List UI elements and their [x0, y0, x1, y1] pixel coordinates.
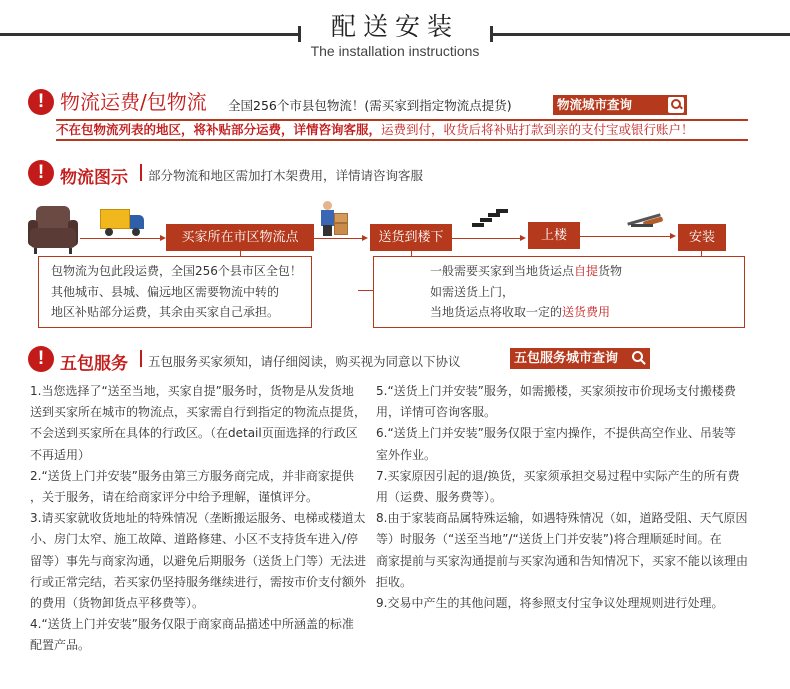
page-subtitle: The installation instructions — [310, 43, 480, 59]
terms-line: 不会送到买家所在具体的行政区。（在detail页面选择的行政区 — [30, 426, 358, 441]
services-title-separator — [140, 350, 142, 367]
terms-line: 6.“送货上门并安装”服务仅限于室内操作，不提供高空作业、吊装等 — [376, 426, 736, 441]
flow-note-right-line — [430, 302, 744, 323]
terms-line: 商家提前与买家沟通提前与买家沟通和告知情况下，买家不能以该理由 — [376, 553, 749, 568]
terms-line: 行或正常完结，若买家仍坚持服务继续进行，需按市价支付额外 — [30, 574, 367, 589]
terms-left-column — [30, 381, 366, 657]
search-icon — [668, 97, 684, 113]
shipping-notice-bold: 不在包物流列表的地区，将补贴部分运费，详情咨询客服， — [56, 122, 382, 137]
page-title: 配送安装 — [330, 12, 459, 41]
terms-line: 用，详情可咨询客服。 — [376, 405, 497, 420]
flow-arrow — [80, 238, 164, 239]
note-text: 货物 — [598, 264, 623, 278]
flow-note-left-line: 包物流为包此段运费，全国256个县市区全包！ — [51, 264, 302, 278]
alert-icon: ! — [28, 346, 54, 372]
terms-line: 配置产品。 — [30, 638, 91, 653]
services-desc: 五包服务买家须知，请仔细阅读，购买视为同意以下协议 — [148, 354, 461, 369]
alert-icon: ! — [28, 89, 54, 115]
flow-note-left-line: 地区补贴部分运费，其余由买家自己承担。 — [51, 305, 280, 319]
services-city-search-label: 五包服务城市查询 — [514, 351, 619, 366]
terms-line: 7.买家原因引起的退/换货，买家须承担交易过程中实际产生的所有费 — [376, 468, 740, 483]
flow-title-separator — [140, 164, 142, 181]
terms-line: 2.“送货上门并安装”服务由第三方服务商完成，并非商家提供 — [30, 468, 354, 483]
terms-line: 1.当您选择了“送至当地，买家自提”服务时，货物是从发货地 — [30, 384, 354, 398]
flow-note-left — [38, 256, 312, 328]
stairs-icon — [472, 209, 508, 227]
flow-note-right — [373, 256, 745, 328]
terms-line: 等）时服务（“送至当地”/“送货上门并安装”)将合理顺延时间。在 — [376, 532, 722, 547]
step-buyer-city-logistics: 买家所在市区物流点 — [166, 224, 314, 251]
step-upstairs: 上楼 — [528, 222, 580, 249]
services-city-search-button[interactable] — [510, 348, 650, 369]
terms-line: 9.交易中产生的其他问题，将参照支付宝争议处理规则进行处理。 — [376, 596, 724, 611]
note-highlight: 自提 — [574, 264, 599, 278]
flow-note-right-line: 如需送货上门， — [430, 284, 515, 299]
flow-arrow — [580, 236, 674, 237]
flow-arrow — [452, 238, 524, 239]
search-icon — [632, 351, 646, 365]
install-tool-icon — [625, 211, 665, 231]
shipping-notice — [56, 119, 748, 141]
delivery-person-icon — [320, 201, 350, 237]
sofa-chair-icon — [28, 206, 78, 254]
terms-right-column — [376, 381, 748, 614]
shipping-desc: 全国256个市县包物流！(需买家到指定物流点提货) — [228, 98, 512, 113]
alert-icon: ! — [28, 160, 54, 186]
shipping-notice-normal: 运费到付，收货后将补贴打款到亲的支付宝或银行账户！ — [381, 122, 694, 137]
terms-line: 8.由于家装商品属特殊运输，如遇特殊情况（如，道路受阻、天气原因 — [376, 511, 748, 526]
terms-line: 送到买家所在城市的物流点，买家需自行到指定的物流点提货， — [30, 405, 367, 420]
flow-note-left-line: 其他城市、县城、偏远地区需要物流中转的 — [51, 284, 280, 299]
terms-line: 的费用（货物卸货点平移费等）。 — [30, 596, 205, 611]
terms-line: 4.“送货上门并安装”服务仅限于商家商品描述中所涵盖的标准 — [30, 617, 354, 632]
flow-desc: 部分物流和地区需加打木架费用，详情请咨询客服 — [148, 168, 424, 183]
logistics-city-search-label: 物流城市查询 — [557, 97, 633, 112]
services-title: 五包服务 — [60, 354, 128, 374]
terms-line: 室外作业。 — [376, 447, 437, 462]
shipping-title: 物流运费/包物流 — [60, 90, 207, 114]
step-install: 安装 — [678, 224, 726, 251]
terms-line: 小、房门太窄、施工故障、道路修建、小区不支持货车进入/停 — [30, 532, 359, 547]
terms-line: 留等）事先与商家沟通，以避免后期服务（送货上门等）无法进 — [30, 553, 367, 568]
terms-line: 5.“送货上门并安装”服务，如需搬楼，买家须按市价现场支付搬楼费 — [376, 384, 736, 398]
terms-line: 用（运费、服务费等）。 — [376, 490, 503, 505]
connector-line — [358, 290, 373, 291]
note-text: 当地货运点将收取一定的 — [430, 305, 563, 319]
terms-line: 3.请买家就收货地址的特殊情况（垄断搬运服务、电梯或楼道太 — [30, 511, 366, 526]
flow-arrow — [314, 238, 366, 239]
logistics-city-search-button[interactable] — [553, 95, 687, 115]
flow-note-right-line — [430, 261, 744, 282]
delivery-truck-icon — [100, 209, 146, 237]
step-deliver-downstairs: 送货到楼下 — [370, 224, 452, 251]
flow-title: 物流图示 — [60, 168, 128, 188]
note-text: 一般需要买家到当地货运点 — [430, 264, 575, 278]
terms-line: 拒收。 — [376, 574, 413, 589]
terms-line: ，关于服务，请在给商家评分中给予理解，谨慎评分。 — [30, 490, 319, 505]
terms-line: 不再适用） — [30, 447, 91, 462]
note-highlight: 送货费用 — [562, 305, 611, 319]
